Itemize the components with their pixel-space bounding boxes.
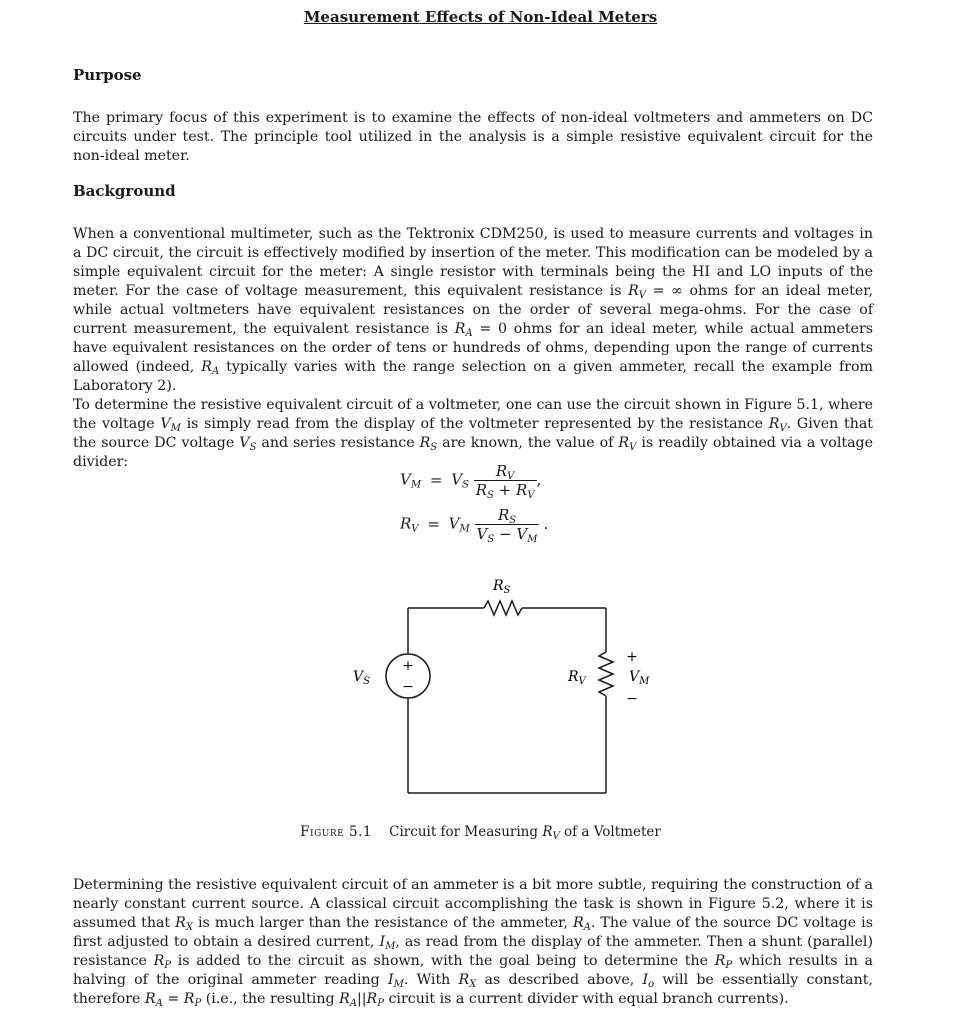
background-paragraph-1: When a conventional multimeter, such as the Tektronix CDM250, is used to measure currents and voltages in a DC circuit, the circuit is effectively modified by insertion of the meter. This modification can be modeled by a simple equivalent circuit for the meter: A single resistor with terminals being the HI and LO inputs of the meter. For the case of voltage measurement, this equivalent resistance is $R_V$ = ∞ ohms for an ideal meter, while actual voltmeters have equivalent resistances on the order of several mega-ohms. For the case of current measurement, the equivalent resistance is $R_A = 0$ ohms for an ideal meter, while actual ammeters have equivalent resistances on the order of tens or hundreds of ohms, depending upon the range of currents allowed (indeed, $R_A$ typically varies with the range selection on a given ammeter, recall the example from Laboratory 2). bbox=[73, 226, 874, 394]
figure-caption: Figure 5.1 Circuit for Measuring $R_V$ of a Voltmeter bbox=[300, 824, 661, 842]
source-plus-sign: + bbox=[402, 658, 414, 674]
equation-rv-solution: $R_V = V_M$ $\frac{R_S}{V_S - V_M}$ . bbox=[400, 506, 549, 545]
background-paragraph-3: Determining the resistive equivalent circuit of an ammeter is a bit more subtle, requiring the construction of a nearly constant current source. A classical circuit accomplishing the task is shown in Figure 5.2, where it is assumed that $R_X$ is much larger than the resistance of the ammeter, $R_A$. The value of the source DC voltage is first adjusted to obtain a desired current, $I_M$, as read from the display of the ammeter. Then a shunt (parallel) resistance $R_P$ is added to the circuit as shown, with the goal being to determine the $R_P$ which results in a halving of the original ammeter reading $I_M$. With $R_X$ as described above, $I_o$ will be essentially constant, therefore $R_A = R_P$ (i.e., the resulting $R_A||R_P$ circuit is a current divider with equal branch currents). bbox=[73, 877, 874, 1009]
vm-label: $V_M$ bbox=[629, 669, 650, 687]
source-minus-sign: − bbox=[402, 679, 414, 695]
purpose-heading: Purpose bbox=[73, 66, 142, 84]
vs-label: $V_S$ bbox=[353, 669, 370, 687]
background-heading: Background bbox=[73, 182, 176, 200]
vm-minus-sign: − bbox=[626, 691, 638, 707]
resistor-rs bbox=[484, 601, 522, 615]
resistor-rv bbox=[599, 652, 613, 696]
background-paragraph-2: To determine the resistive equivalent circuit of a voltmeter, one can use the circuit shown in Figure 5.1, where the voltage $V_M$ is simply read from the display of the voltmeter represented by the resistance $R_V$. Given that the source DC voltage $V_S$ and series resistance $R_S$ are known, the value of $R_V$ is readily obtained via a voltage divider: bbox=[73, 397, 874, 470]
rv-label: $R_V$ bbox=[568, 669, 586, 687]
purpose-paragraph: The primary focus of this experiment is to examine the effects of non-ideal voltmeters and ammeters on DC circuits under test. The principle tool utilized in the analysis is a simple resistive equivalent circuit for the non-ideal meter. bbox=[73, 110, 873, 164]
equation-voltage-divider: $V_M = V_S$ $\frac{R_V}{R_S + R_V}$ , bbox=[400, 462, 542, 501]
rs-label: $R_S$ bbox=[493, 578, 511, 596]
page-title: Measurement Effects of Non-Ideal Meters bbox=[303, 8, 658, 26]
vm-plus-sign: + bbox=[626, 649, 638, 665]
